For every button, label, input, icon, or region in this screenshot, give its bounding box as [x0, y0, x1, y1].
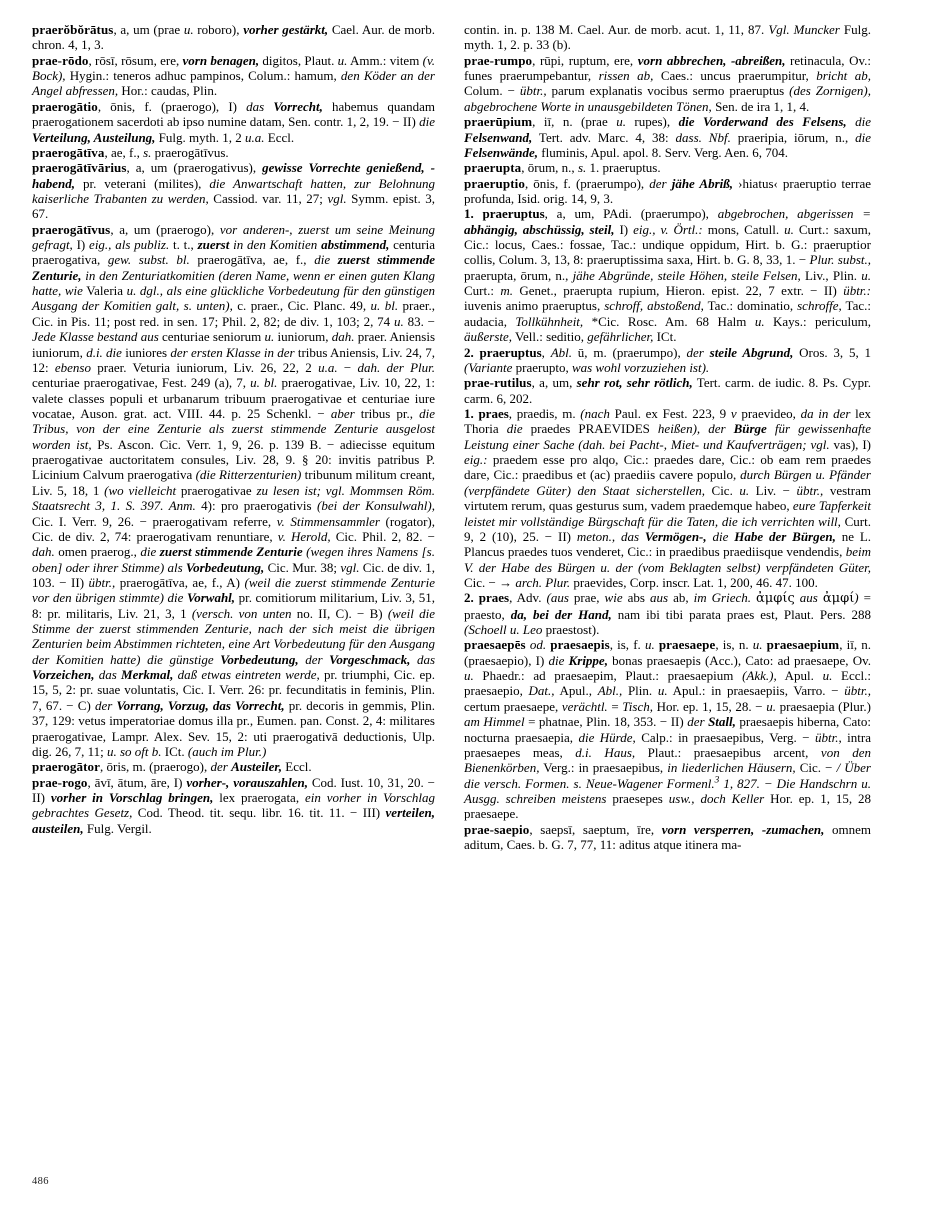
dictionary-entry: praerupta, ōrum, n., s. 1. praeruptus.	[464, 160, 661, 176]
dictionary-entry: praerogātīva, ae, f., s. praerogātīvus.	[32, 144, 229, 160]
dictionary-entry: praerogātor, ōris, m. (praerogo), der Austeiler, Eccl.	[32, 759, 312, 775]
dictionary-entry: 2. praes, Adv. (aus prae, wie abs aus ab, im Griech. ἀμφίς aus ἀμφί) = praesto, da, bei der Hand, nam ibi tibi parata praes est, Plaut. Pers. 288 (Schoell u. Leo praestost).	[464, 590, 871, 638]
dictionary-entry: 1. praeruptus, a, um, PAdi. (praerumpo), abgebrochen, abgerissen = abhängig, abschüssig, steil, I) eig., v. Örtl.: mons, Catull. u. Curt.: saxum, Cic.: locus, Caes.: fossae, Tac.: undique oppidum, Hirt. b. G.: praeruptior collis, Colum. 3, 13, 8: praeruptissima saxa, Hirt. b. G. 8, 33, 1. − Plur. subst., praerupta, ōrum, n., jähe Abgründe, steile Höhen, steile Felsen, Liv., Plin. u. Curt.: m. Genet., praerupta rupium, Hieron. epist. 22, 7 extr. − II) übtr.: iuvenis animo praeruptus, schroff, abstoßend, Tac.: dominatio, schroffe, Tac.: audacia, Tollkühnheit, *Cic. Rosc. Am. 68 Halm u. Kays.: periculum, äußerste, Vell.: seditio, gefährlicher, ICt.	[464, 206, 872, 345]
dictionary-entry: praerogātio, ōnis, f. (praerogo), I) das Vorrecht, habemus quandam praerogationem sacerdoti ab ipso numine datam, Sen. contr. 1, 2, 19. − II) die Verteilung, Austeilung, Fulg. myth. 1, 2 u.a. Eccl.	[32, 98, 436, 145]
dictionary-entry: prae-rōdo, rōsī, rōsum, ere, vorn benagen, digitos, Plaut. u. Amm.: vitem (v. Bock), Hygin.: teneros adhuc pampinos, Colum.: hamum, den Köder an der Angel abfressen, Hor.: caudas, Plin.	[32, 52, 435, 99]
dictionary-entry: praerūpium, iī, n. (prae u. rupes), die Vorderwand des Felsens, die Felsenwand, Tert. adv. Marc. 4, 38: dass. Nbf. praeripia, iōrum, n., die Felsenwände, fluminis, Apul. apol. 8. Serv. Verg. Aen. 6, 704.	[464, 114, 872, 160]
dictionary-entry: praerogātīvārius, a, um (praerogativus), gewisse Vorrechte genießend, -habend, pr. veterani (milites), die Anwartschaft hatten, zur Belohnung kaiserliche Trabanten zu werden, Cassiod. var. 11, 27; vgl. Symm. epist. 3, 67.	[32, 160, 436, 222]
dictionary-entry: praeruptio, ōnis, f. (praerumpo), der jähe Abriß, ›hiatus‹ praeruptio terrae profunda, Isid. orig. 14, 9, 3.	[464, 175, 872, 206]
dictionary-entry: 1. praes, praedis, m. (nach Paul. ex Fest. 223, 9 v praevideo, da in der lex Thoria die praedes PRAEVIDES heißen), der Bürge für gewissenhafte Leistung einer Sache (dah. bei Pacht-, Miet- und Kaufverträgen; vgl. vas), I) eig.: praedem esse pro alqo, Cic.: praedes dare, Cic.: ob eam rem praedes dare, Cic.: praedibus et (ac) praediis cavere populo, durch Bürgen u. Pfänder (verpfändete Güter) den Staat sicherstellen, Cic. u. Liv. − übtr., vestram virtutem rerum, quas gesturus sum, vadem praedemque habeo, eure Tapferkeit leistet mir vollständige Bürgschaft für die Taten, die ich verrichten will, Curt. 9, 2 (10), 25. − II) meton., das Vermögen-, die Habe der Bürgen, ne L. Plancus praedes tuos venderet, Cic.: in praedibus praediisque vendendis, beim V. der Habe des Bürgen u. der (vom Beklagten selbst) verpfändeten Güter, Cic. − → arch. Plur. praevides, Corp. inscr. Lat. 1, 200, 46. 47. 100.	[464, 405, 872, 590]
dictionary-entry: praesaepēs od. praesaepis, is, f. u. praesaepe, is, n. u. praesaepium, iī, n. (praesaepio), I) die Krippe, bonas praesaepis (Acc.), Cato: ad praesaepe, Ov. u. Phaedr.: ad praesaepim, Plaut.: praesaepium (Akk.), Apul. u. Eccl.: praesaepio, Dat., Apul., Abl., Plin. u. Apul.: in praesaepiis, Varro. − übtr., certum praesaepe, verächtl. = Tisch, Hor. ep. 1, 15, 28. − u. praesaepia (Plur.) am Himmel = phatnae, Plin. 18, 353. − II) der Stall, praesaepis hiberna, Cato: nocturna praesaepia, die Hürde, Calp.: in praesaepibus, Verg. − übtr., intra praesaepes meas, d.i. Haus, Plaut.: praesaepibus arcent, von den Bienenkörben, Verg.: in praesaepibus, in liederlichen Häusern, Cic. − / Über die versch. Formen. s. Neue-Wagener Formenl.$^3$ 1, 827. − Die Handschrn u. Ausgg. schreiben meistens praesepes usw., doch Keller Hor. ep. 1, 15, 28 praesaepe.	[464, 637, 872, 822]
dictionary-entry: prae-rogo, āvī, ātum, āre, I) vorher-, vorauszahlen, Cod. Iust. 10, 31, 20. − II) vorher in Vorschlag bringen, lex praerogata, ein vorher in Vorschlag gebrachtes Gesetz, Cod. Theod. tit. sequ. libr. 16. tit. 11. − III) verteilen, austeilen, Fulg. Vergil.	[32, 774, 435, 836]
dictionary-entry: praerŏbŏrātus, a, um (prae u. roboro), vorher gestärkt, Cael. Aur. de morb. chron. 4, 1, 3.	[32, 22, 435, 53]
dictionary-entry: 2. praeruptus, Abl. ū, m. (praerumpo), der steile Abgrund, Oros. 3, 5, 1 (Variante praerupto, was wohl vorzuziehen ist).	[464, 344, 872, 375]
two-column-body	[32, 22, 903, 852]
dictionary-entry: prae-saepio, saepsī, saeptum, īre, vorn versperren, -zumachen, omnem aditum, Caes. b. G. 7, 77, 11: aditus atque itinera ma-	[464, 821, 871, 853]
page-folio-number: 486	[32, 1176, 49, 1187]
dictionary-entry: prae-rumpo, rūpi, ruptum, ere, vorn abbrechen, -abreißen, retinacula, Ov.: funes praerumpebantur, rissen ab, Caes.: uncus praerumpitur, bricht ab, Colum. − übtr., parum explanatis vocibus sermo praeruptus (des Zornigen), abgebrochene Worte in unausgebildeten Tönen, Sen. de ira 1, 1, 4.	[464, 52, 871, 114]
dictionary-entry: contin. in. p. 138 M. Cael. Aur. de morb. acut. 1, 11, 87. Vgl. Muncker Fulg. myth. 1, 2. p. 33 (b).	[464, 22, 871, 53]
left-column	[32, 22, 435, 852]
dictionary-entry: prae-rutilus, a, um, sehr rot, sehr rötlich, Tert. carm. de iudic. 8. Ps. Cypr. carm. 6, 202.	[464, 375, 871, 406]
dictionary-entry: praerogātīvus, a, um (praerogo), vor anderen-, zuerst um seine Meinung gefragt, I) eig., als publiz. t. t., zuerst in den Komitien abstimmend, centuria praerogativa, gew. subst. bl. praerogātīva, ae, f., die zuerst stimmende Zenturie, in den Zenturiatkomitien (deren Name, wenn er einen guten Klang hatte, wie Valeria u. dgl., als eine glückliche Vorbedeutung für den günstigen Ausgang der Komitien galt, s. unten), c. praer., Cic. Planc. 49, u. bl. praer., Cic. in Pis. 11; post red. in sen. 17; Phil. 2, 82; de div. 1, 103; 2, 74 u. 83. − Jede Klasse bestand aus centuriae seniorum u. iuniorum, dah. praer. Aniensis iuniorum, d.i. die iuniores der ersten Klasse in der tribus Aniensis, Liv. 24, 7, 12: ebenso praer. Veturia iuniorum, Liv. 26, 22, 2 u.a. − dah. der Plur. centuriae praerogativae, Fest. 249 (a), 7, u. bl. praerogativae, Liv. 10, 22, 1: valete classes populi et urbanarum tribuum praerogativae et centuriae iure vocatae, Auson. grat. act. VIII. 44. p. 25 Schenkl. − aber tribus pr., die Tribus, von der eine Zenturie als zuerst stimmende Zenturie ausgelost worden ist, Ps. Ascon. Cic. Verr. 1, 9, 26. p. 139 B. − adiecisse equitum praerogativae auctoritatem consules, Liv. 28, 9. § 20: invitis patribus P. Licinium Calvum praerogativa (die Ritterzenturien) tribunum militum creant, Liv. 5, 18, 1 (wo vielleicht praerogativae zu lesen ist; vgl. Mommsen Röm. Staatsrecht 3, 1. S. 397. Anm. 4): pro praerogativis (bei der Konsulwahl), Cic. I. Verr. 9, 26. − praerogativam referre, v. Stimmensammler (rogator), Cic. de div. 2, 74: praerogativam renuntiare, v. Herold, Cic. Phil. 2, 82. − dah. omen praerog., die zuerst stimmende Zenturie (wegen ihres Namens [s. oben] oder ihrer Stimme) als Vorbedeutung, Cic. Mur. 38; vgl. Cic. de div. 1, 103. − II) übtr., praerogātīva, ae, f., A) (weil die zuerst stimmende Zenturie vor den übrigen stimmte) die Vorwahl, pr. comitiorum militarium, Liv. 3, 51, 8: pr. militaris, Liv. 21, 3, 1 (versch. von unten no. II, C). − B) (weil die Stimme der zuerst stimmenden Zenturie, nach der sich meist die übrigen Zenturien beim Abstimmen richteten, eine Art Vorbedeutung für den Ausgang der Komitien hatte) die günstige Vorbedeutung, der Vorgeschmack, das Vorzeichen, das Merkmal, daß etwas eintreten werde, pr. triumphi, Cic. ep. 15, 5, 2: pr. suae voluntatis, Cic. I. Verr. 26: pr. fecunditatis in feminis, Plin. 7, 67. − C) der Vorrang, Vorzug, das Vorrecht, pr. decoris in gemmis, Plin. 37, 129: vetus imperatoriae domus illa pr., Eumen. pan. Const. 2, 4: militares praerogativae, Lampr. Alex. Sev. 15, 2: uti praerogativā deductionis, Ulp. dig. 26, 7, 11; u. so oft b. ICt. (auch im Plur.)	[32, 221, 436, 759]
right-column	[464, 22, 871, 852]
